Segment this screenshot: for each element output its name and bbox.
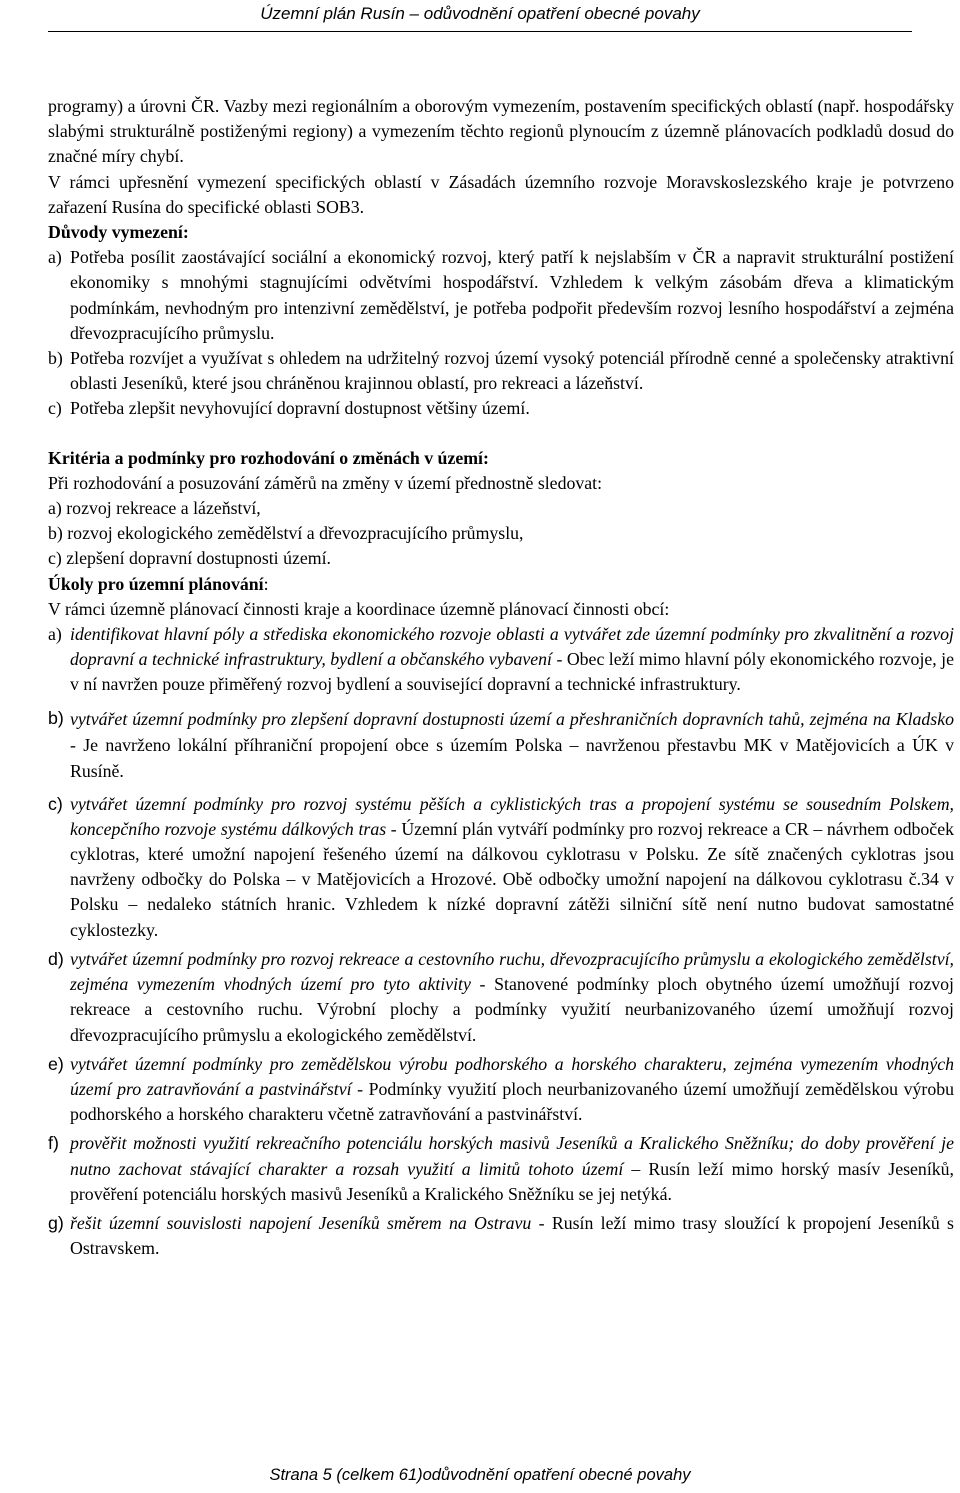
item-body: - Je navrženo lokální příhraniční propojení obce s územím Polska – navrženou přestavbu MK v Matějovicích a ÚK v Rusíně. xyxy=(70,734,954,781)
item-label: g) xyxy=(48,1212,64,1233)
item-text: Potřeba zlepšit nevyhovující dopravní dostupnost většiny území. xyxy=(70,398,530,419)
criteria-intro: Při rozhodování a posuzování záměrů na změny v území přednostně sledovat: xyxy=(48,472,603,493)
criteria-heading: Kritéria a podmínky pro rozhodování o změnách v území: xyxy=(48,447,489,468)
item-label: c) xyxy=(48,793,63,814)
page-header: Územní plán Rusín – odůvodnění opatření obecné povahy xyxy=(260,4,700,23)
criteria-line: b) rozvoj ekologického zemědělství a dřevozpracujícího průmyslu, xyxy=(48,523,524,544)
item-text xyxy=(70,1052,954,1128)
item-body: – Rusín leží mimo horský masív Jeseníků, prověření potenciálu horských masivů Jeseníků a Kralického Sněžníku se jej netýká. xyxy=(70,1158,954,1204)
criteria-line: a) rozvoj rekreace a lázeňství, xyxy=(48,498,261,519)
criteria-line: c) zlepšení dopravní dostupnosti území. xyxy=(48,548,331,569)
item-italic: vytvářet územní podmínky pro zlepšení dopravní dostupnosti území a přeshraničních dopravních tahů, zejména na Kladsko xyxy=(70,708,954,729)
task-item xyxy=(48,1052,954,1128)
page-footer: Strana 5 (celkem 61)odůvodnění opatření obecné povahy xyxy=(269,1466,691,1484)
section-gap xyxy=(48,422,954,446)
item-italic: řešit územní souvislosti napojení Jeseníků směrem na Ostravu xyxy=(70,1212,532,1233)
task-item xyxy=(48,1131,954,1207)
item-text xyxy=(70,947,954,1048)
item-text: Potřeba posílit zaostávající sociální a ekonomický rozvoj, který patří k nejslabším v ČR a napravit strukturální postižení ekonomiky s mnohými stagnujícími odvětvími hospodářství. Vzhledem k velkým zásobám dřeva a klimatickým podmínkám, nevhodným pro intenzivní zemědělství, je potřeba podpořit především rozvoj lesního hospodářství a zejména dřevozpracujícího průmyslu. xyxy=(70,247,954,343)
reason-item xyxy=(48,346,954,396)
header-divider xyxy=(48,31,912,32)
document-body xyxy=(48,94,954,1261)
item-body: - Územní plán vytváří podmínky pro rozvoj rekreace a CR – návrhem odboček cyklotras, které umožní napojení řešeného území na dálkovou cyklotrasu v Polsku. Ze sítě značených cyklotras jsou navrženy odbočky do Polska – v Matějovicích a Hrozové. Obě odbočky umožní napojení na dálkovou cyklotrasu č.34 v Polsku – nedaleko státních hranic. Vzhledem k nízké dopravní zátěži silniční sítě není nutno budovat samostatné cyklostezky. xyxy=(70,818,954,940)
item-label: d) xyxy=(48,948,64,969)
reason-item xyxy=(48,396,954,421)
tasks-heading: Úkoly pro územní plánování xyxy=(48,573,264,594)
item-label: f) xyxy=(48,1133,59,1154)
item-label: b) xyxy=(48,707,64,728)
item-label: a) xyxy=(48,624,62,645)
task-item xyxy=(48,1211,954,1261)
item-italic: vytvářet územní podmínky pro rozvoj rekreace a cestovního ruchu, dřevozpracujícího průmyslu a ekologického zemědělství, zejména vymezením vhodných území pro tyto aktivity xyxy=(70,948,954,995)
reason-item xyxy=(48,245,954,346)
item-label: a) xyxy=(48,247,62,268)
tasks-intro: V rámci územně plánovací činnosti kraje a koordinace územně plánovací činnosti obcí: xyxy=(48,598,670,619)
task-item xyxy=(48,706,954,784)
item-text xyxy=(70,622,954,698)
item-text: Potřeba rozvíjet a využívat s ohledem na udržitelný rozvoj území vysoký potenciál přírodně cenné a společensky atraktivní oblasti Jeseníků, které jsou chráněnou krajinnou oblastí, pro rekreaci a lázeňství. xyxy=(70,348,954,394)
item-text xyxy=(70,792,954,943)
item-body: - Podmínky využití ploch neurbanizovaného území umožňují zemědělskou výrobu podhorského a horského charakteru včetně zatravňování a pastvinářství. xyxy=(70,1078,954,1125)
intro-paragraph-1: programy) a úrovni ČR. Vazby mezi regionálním a oborovým vymezením, postavením specifických oblastí (např. hospodářsky slabými strukturálně postiženými regiony) a vymezením těchto regionů plynoucím z územně plánovacích podkladů dosud do značné míry chybí. xyxy=(48,96,954,167)
task-item xyxy=(48,792,954,943)
reasons-heading: Důvody vymezení: xyxy=(48,222,189,243)
tasks-heading-line xyxy=(48,572,954,597)
item-body: - Obec leží mimo hlavní póly ekonomického rozvoje, je v ní navržen pouze přiměřený rozvoj bydlení a související dopravní a technické infrastruktury. xyxy=(70,649,955,695)
item-label: e) xyxy=(48,1053,64,1074)
item-text xyxy=(70,706,954,784)
item-body: - Stanovené podmínky ploch obytného území umožňují rozvoj rekreace a cestovního ruchu. Výrobní plochy a podmínky využití neurbanizovaného území umožňují rozvoj dřevozpracujícího průmyslu a ekologického zemědělství. xyxy=(70,974,954,1045)
task-item xyxy=(48,622,954,698)
item-italic: vytvářet územní podmínky pro zemědělskou výrobu podhorského a horského charakteru, zejména vymezením vhodných území pro zatravňování a pastvinářství xyxy=(70,1053,954,1099)
task-item xyxy=(48,947,954,1048)
item-text xyxy=(70,1131,954,1207)
tasks-heading-colon: : xyxy=(263,573,269,594)
item-label: b) xyxy=(48,348,63,369)
item-text xyxy=(70,1211,954,1261)
item-label: c) xyxy=(48,398,62,419)
item-body: - Rusín leží mimo trasy sloužící k propojení Jeseníků s Ostravskem. xyxy=(70,1212,954,1259)
item-italic: vytvářet územní podmínky pro rozvoj systému pěších a cyklistických tras a propojení systému se sousedním Polskem, koncepčního rozvoje systému dálkových tras xyxy=(70,793,954,839)
item-italic: prověřit možnosti využití rekreačního potenciálu horských masivů Jeseníků a Kralického Sněžníku; do doby prověření je nutno zachovat stávající charakter a rozsah využití a limitů tohoto území xyxy=(70,1133,954,1179)
item-italic: identifikovat hlavní póly a střediska ekonomického rozvoje oblasti a vytvářet zde územní podmínky pro zkvalitnění a rozvoj dopravní a technické infrastruktury, bydlení a občanského vybavení xyxy=(70,624,954,670)
intro-paragraph-2: V rámci upřesnění vymezení specifických oblastí v Zásadách územního rozvoje Moravskoslezského kraje je potvrzeno zařazení Rusína do specifické oblasti SOB3. xyxy=(48,171,954,217)
